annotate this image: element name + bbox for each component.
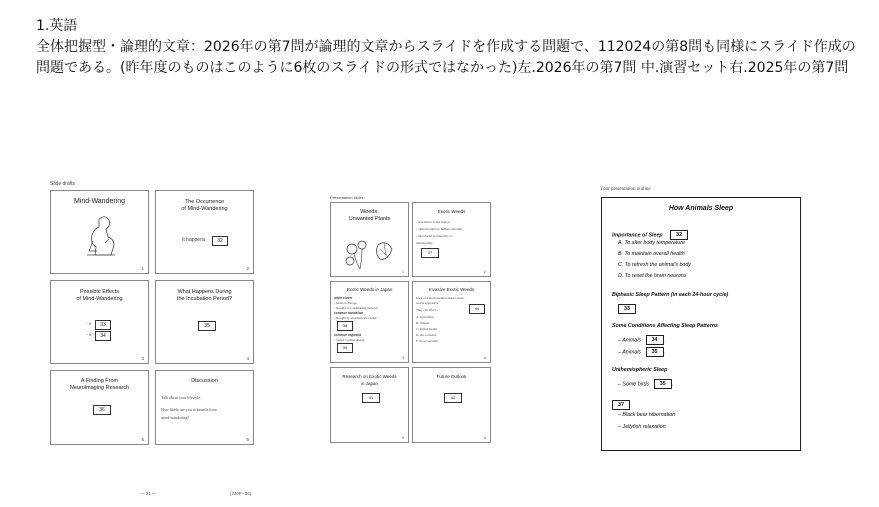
presentation-outline bbox=[601, 197, 801, 451]
slide-number: 2 bbox=[484, 270, 486, 274]
slide-line: - brought as a cushioning material bbox=[334, 306, 378, 310]
outline-text: – Animals bbox=[618, 337, 642, 344]
slide-line: Talk about your lifestyle. bbox=[161, 395, 202, 400]
page-code: (2J0P--36) bbox=[230, 491, 252, 496]
right-scan-caption: Your presentation outline bbox=[600, 187, 651, 192]
answer-box: 32 bbox=[670, 230, 688, 240]
answer-box: 35 bbox=[646, 347, 664, 357]
left-slide-5 bbox=[50, 370, 149, 445]
mid-slide-3 bbox=[330, 281, 409, 363]
outline-text: Importance of Sleep bbox=[612, 232, 663, 239]
slide-line: weeds aggressive. bbox=[416, 301, 440, 305]
slide-line: white clover bbox=[334, 296, 353, 300]
page-footer: — 31 — bbox=[140, 491, 157, 496]
answer-box: 32 bbox=[212, 236, 228, 246]
answer-box: 34 bbox=[95, 331, 111, 341]
slide-title: Possible Effects of Mind-Wandering bbox=[76, 289, 123, 302]
answer-box: 42 bbox=[444, 393, 462, 403]
mid-slide-4 bbox=[412, 281, 491, 363]
slide-number: 4 bbox=[246, 356, 249, 361]
slide-number: 5 bbox=[402, 436, 404, 440]
slide-number: 5 bbox=[141, 437, 144, 442]
outline-line: – Black bear hibernation bbox=[618, 412, 676, 418]
answer-box: 35 bbox=[654, 379, 672, 389]
slide-line: - non-native to the region bbox=[416, 220, 450, 224]
answer-box: 35 bbox=[198, 321, 216, 331]
outline-line bbox=[618, 304, 636, 314]
slide-number: 6 bbox=[246, 437, 249, 442]
left-slide-4 bbox=[155, 280, 254, 364]
slide-title: The Occurrence of Mind-Wandering bbox=[181, 199, 228, 212]
outline-line: Unihemispheric Sleep bbox=[612, 367, 668, 373]
outline-line bbox=[612, 400, 630, 410]
mid-slide-5 bbox=[330, 367, 409, 443]
slide-title: Mind-Wandering bbox=[73, 198, 126, 205]
mid-slide-2 bbox=[412, 202, 491, 277]
slide-line: - often brought by human activities bbox=[416, 227, 463, 231]
slide-line: intentionally bbox=[416, 241, 433, 245]
answer-box: 37 bbox=[421, 248, 439, 258]
outline-text: – Animals bbox=[618, 349, 642, 356]
answer-box: 41 bbox=[362, 393, 380, 403]
slide-title: Research on Exotic Weeds in Japan bbox=[342, 374, 397, 386]
slide-line: mind-wandering? bbox=[161, 415, 190, 420]
slide-line: C. human health. bbox=[416, 327, 438, 331]
slide-line: B. climate. bbox=[416, 321, 430, 325]
middle-scan-image bbox=[327, 190, 497, 450]
slide-line: - native to Europe bbox=[334, 301, 357, 305]
slide-number: 2 bbox=[246, 266, 249, 271]
left-scan-caption: Slide drafts bbox=[50, 181, 76, 187]
description-paragraph: 全体把握型・論理的文章：2026年の第7問が論理的文章からスライドを作成する問題で、112024の第8問も同様にスライド作成の問題である。(昨年度のものはこのように6枚のスライドの形式ではなかった)左.2026年の第7問 中.演習セット右.2025年の第7問 bbox=[36, 39, 856, 76]
outline-line: C. To refresh the animal's body bbox=[618, 262, 691, 268]
left-slide-2 bbox=[155, 190, 254, 274]
thinker-statue-icon bbox=[81, 213, 121, 258]
mid-slide-1 bbox=[330, 202, 409, 277]
slide-number: 1 bbox=[402, 270, 404, 274]
slide-title: Exotic Weeds bbox=[437, 209, 466, 214]
left-slide-3 bbox=[50, 280, 149, 364]
outline-title: How Animals Sleep bbox=[668, 205, 734, 212]
slide-line: - introduced accidentally or bbox=[416, 234, 453, 238]
outline-line: – Animals 35 . bbox=[618, 349, 666, 356]
slide-line: - brought by an American teacher bbox=[334, 316, 377, 320]
left-scan-image bbox=[44, 175, 266, 505]
weed-plant-icon bbox=[340, 235, 400, 271]
slide-line: common ragweed bbox=[334, 333, 362, 337]
slide-number: 4 bbox=[484, 356, 486, 360]
left-slide-6 bbox=[155, 370, 254, 445]
slide-title: Discussion bbox=[191, 378, 218, 384]
answer-box: 39 bbox=[337, 343, 353, 353]
mid-slide-6 bbox=[412, 367, 491, 443]
slide-line: Lack of natural enemies makes exotic bbox=[416, 296, 465, 300]
slide-line: common dandelion bbox=[334, 311, 364, 315]
answer-box: 33 bbox=[95, 320, 111, 330]
answer-box: 40 bbox=[469, 304, 485, 314]
slide-line: How likely are you to benefit from bbox=[161, 407, 217, 412]
bullet-label: ・It bbox=[85, 321, 92, 326]
slide-number: 3 bbox=[402, 356, 404, 360]
slide-number: 1 bbox=[141, 266, 144, 271]
slide-line: They can affect... bbox=[416, 308, 439, 312]
slide-line: A. agriculture. bbox=[416, 315, 435, 319]
outline-line: Biphasic Sleep Pattern (in each 24-hour cycle) bbox=[612, 292, 729, 298]
slide-line: - causes a pollen allergy bbox=[334, 338, 365, 342]
slide-line: D. the economy. bbox=[416, 333, 437, 337]
answer-box: 33 bbox=[618, 304, 636, 314]
answer-box: 36 bbox=[93, 405, 111, 415]
outline-line: B. To maintain overall health bbox=[618, 251, 685, 257]
outline-line bbox=[612, 230, 688, 240]
left-slide-1 bbox=[50, 190, 149, 274]
slide-title: What Happens During the Incubation Period? bbox=[176, 289, 233, 302]
middle-scan-caption: Presentation slides: bbox=[330, 195, 365, 200]
slide-line: E. the ecosystem. bbox=[416, 339, 439, 343]
outline-line: Some Conditions Affecting Sleep Patterns bbox=[612, 323, 718, 329]
bullet-label: ・It bbox=[85, 332, 92, 337]
answer-box: 34 bbox=[646, 335, 664, 345]
slide-number: 3 bbox=[141, 356, 144, 361]
slide-title: Invasive Exotic Weeds bbox=[428, 287, 475, 292]
outline-line: – Animals 34 . bbox=[618, 337, 666, 344]
slide-title: Future Outlook bbox=[436, 374, 467, 379]
section-heading: 1.英語 bbox=[36, 18, 78, 34]
slide-number: 6 bbox=[484, 436, 486, 440]
outline-line: – Jellyfish relaxation bbox=[618, 424, 666, 430]
slide-title: A Finding From Neuroimaging Research bbox=[69, 378, 130, 391]
outline-text: – Some birds bbox=[618, 381, 650, 388]
answer-box: 37 bbox=[612, 400, 630, 410]
outline-line: – Some birds 35 . bbox=[618, 381, 674, 388]
outline-line: D. To reset the brain neurons bbox=[618, 273, 687, 279]
answer-box: 38 bbox=[337, 321, 353, 331]
slide-text: It happens bbox=[182, 237, 206, 243]
slide-title: Weeds: Unwanted Plants bbox=[348, 209, 391, 222]
slide-title: Exotic Weeds in Japan bbox=[346, 287, 393, 292]
outline-line: A. To alter body temperature bbox=[618, 240, 685, 246]
